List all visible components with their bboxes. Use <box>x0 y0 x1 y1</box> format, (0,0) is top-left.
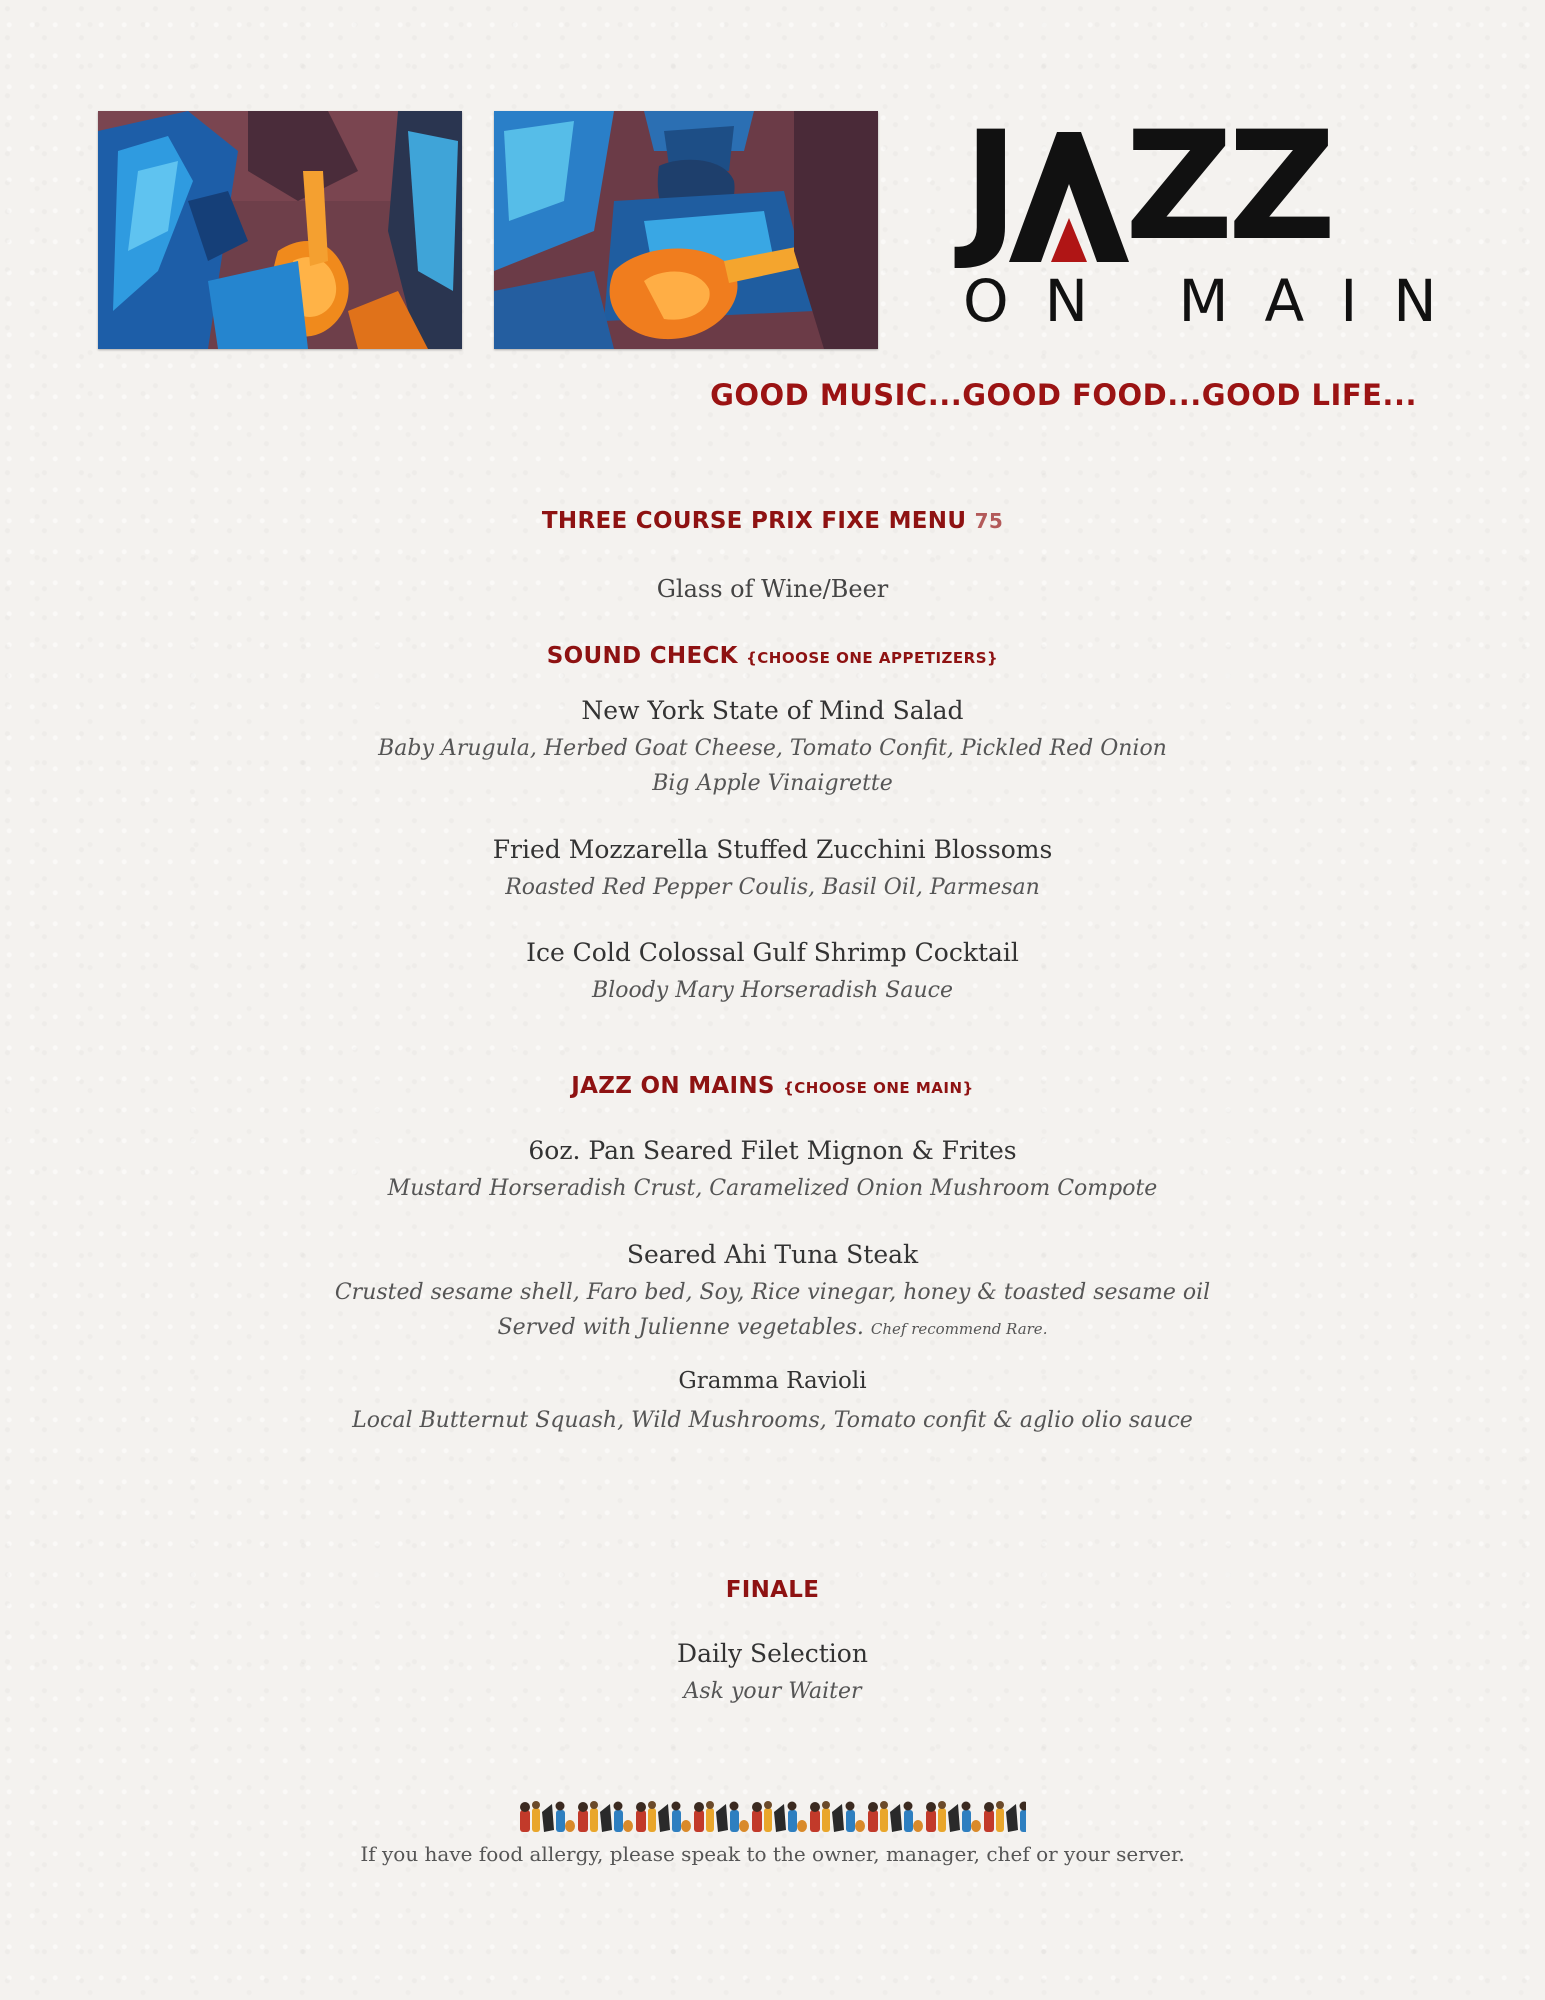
item-name: Gramma Ravioli <box>678 1368 867 1394</box>
item-desc: Local Butternut Squash, Wild Mushrooms, Tomato confit & aglio olio sauce <box>352 1408 1193 1433</box>
item-name: Fried Mozzarella Stuffed Zucchini Blossoms <box>492 835 1053 864</box>
menu-included: Glass of Wine/Beer <box>656 575 889 603</box>
menu-title-text: THREE COURSE PRIX FIXE MENU <box>541 508 967 534</box>
item-name: Daily Selection <box>677 1639 868 1668</box>
tagline: GOOD MUSIC...GOOD FOOD...GOOD LIFE... <box>710 378 1417 412</box>
item-name: New York State of Mind Salad <box>581 696 964 725</box>
section-note: {CHOOSE ONE MAIN} <box>783 1079 974 1097</box>
allergy-notice: If you have food allergy, please speak to the owner, manager, chef or your server. <box>360 1842 1185 1866</box>
logo-subtitle: ON MAIN <box>963 267 1473 335</box>
item-name: Seared Ahi Tuna Steak <box>626 1240 919 1269</box>
item-desc: Big Apple Vinaigrette <box>652 771 893 796</box>
section-title-mains: JAZZ ON MAINS {CHOOSE ONE MAIN} <box>571 1073 974 1099</box>
item-desc: Roasted Red Pepper Coulis, Basil Oil, Parmesan <box>505 875 1040 900</box>
item-desc: Bloody Mary Horseradish Sauce <box>592 978 953 1003</box>
item-desc: Ask your Waiter <box>683 1679 862 1704</box>
item-fine-note: Chef recommend Rare. <box>870 1320 1048 1338</box>
logo-letter-j: J <box>963 100 1013 274</box>
item-desc: Served with Julienne vegetables. Chef recommend Rare. <box>497 1315 1048 1340</box>
saxophone-player-painting <box>98 111 462 349</box>
logo-a-triangle-icon <box>1009 132 1129 262</box>
musicians-illustration-strip <box>518 1800 1026 1834</box>
item-desc: Crusted sesame shell, Faro bed, Soy, Rice vinegar, honey & toasted sesame oil <box>334 1280 1211 1305</box>
logo-wordmark <box>963 100 1418 274</box>
item-desc: Baby Arugula, Herbed Goat Cheese, Tomato Confit, Pickled Red Onion <box>378 736 1167 761</box>
item-desc: Mustard Horseradish Crust, Caramelized Onion Mushroom Compote <box>387 1176 1158 1201</box>
section-title-finale: FINALE <box>725 1577 820 1603</box>
menu-price: 75 <box>974 509 1004 533</box>
section-note: {CHOOSE ONE APPETIZERS} <box>746 649 999 667</box>
guitar-player-painting <box>494 111 878 349</box>
menu-title <box>0 508 1545 534</box>
logo-letters-zz: ZZ <box>1124 100 1331 274</box>
section-title-sound-check: SOUND CHECK {CHOOSE ONE APPETIZERS} <box>546 643 999 669</box>
item-name: Ice Cold Colossal Gulf Shrimp Cocktail <box>526 938 1019 967</box>
jazz-on-main-logo <box>963 100 1473 335</box>
item-name: 6oz. Pan Seared Filet Mignon & Frites <box>528 1136 1017 1165</box>
